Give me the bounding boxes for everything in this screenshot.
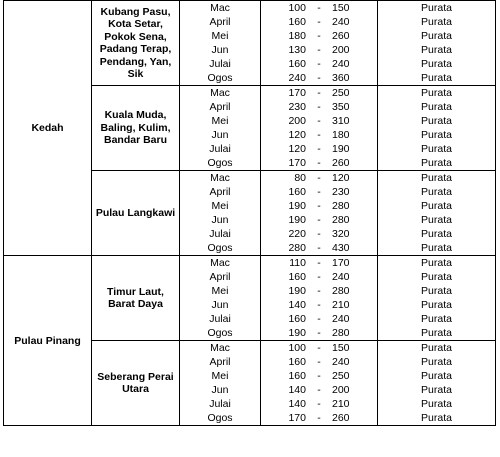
rainfall-range-cell [261, 142, 378, 156]
range-low: 160 [288, 16, 306, 28]
range-low: 80 [294, 172, 306, 184]
category-cell: Purata [378, 270, 496, 284]
rainfall-range-cell [261, 298, 378, 312]
range-low: 100 [288, 2, 306, 14]
range-separator: - [317, 327, 321, 339]
range-separator: - [317, 58, 321, 70]
range-high: 280 [332, 285, 350, 297]
month-cell: Mei [180, 114, 261, 128]
range-high: 190 [332, 143, 350, 155]
month-cell: Ogos [180, 241, 261, 256]
month-cell: Jun [180, 298, 261, 312]
rainfall-range-cell [261, 43, 378, 57]
rainfall-table [3, 0, 496, 426]
table-row [4, 256, 496, 271]
range-high: 310 [332, 115, 350, 127]
category-cell: Purata [378, 355, 496, 369]
range-high: 240 [332, 356, 350, 368]
range-low: 100 [288, 342, 306, 354]
range-low: 120 [288, 129, 306, 141]
rainfall-range-cell [261, 185, 378, 199]
range-high: 230 [332, 186, 350, 198]
range-low: 190 [288, 285, 306, 297]
rainfall-range-cell [261, 128, 378, 142]
range-high: 240 [332, 313, 350, 325]
range-high: 430 [332, 242, 350, 254]
range-low: 160 [288, 313, 306, 325]
month-cell: April [180, 270, 261, 284]
category-cell: Purata [378, 227, 496, 241]
range-low: 190 [288, 200, 306, 212]
range-low: 220 [288, 228, 306, 240]
month-cell: Jun [180, 128, 261, 142]
rainfall-range-cell [261, 355, 378, 369]
category-cell: Purata [378, 383, 496, 397]
month-cell: Ogos [180, 411, 261, 426]
range-low: 280 [288, 242, 306, 254]
range-high: 260 [332, 157, 350, 169]
range-low: 180 [288, 30, 306, 42]
month-cell: Mei [180, 284, 261, 298]
range-low: 190 [288, 327, 306, 339]
range-high: 210 [332, 299, 350, 311]
month-cell: Julai [180, 227, 261, 241]
range-high: 280 [332, 327, 350, 339]
range-separator: - [317, 143, 321, 155]
rainfall-range-cell [261, 114, 378, 128]
range-separator: - [317, 370, 321, 382]
range-high: 150 [332, 2, 350, 14]
rainfall-range-cell [261, 57, 378, 71]
range-high: 360 [332, 72, 350, 84]
category-cell: Purata [378, 100, 496, 114]
rainfall-range-cell [261, 369, 378, 383]
range-separator: - [317, 271, 321, 283]
range-separator: - [317, 101, 321, 113]
range-high: 120 [332, 172, 350, 184]
range-low: 170 [288, 157, 306, 169]
month-cell: April [180, 100, 261, 114]
range-low: 160 [288, 271, 306, 283]
category-cell: Purata [378, 284, 496, 298]
rainfall-range-cell [261, 156, 378, 171]
category-cell: Purata [378, 213, 496, 227]
range-separator: - [317, 129, 321, 141]
range-separator: - [317, 200, 321, 212]
range-high: 170 [332, 257, 350, 269]
month-cell: Jun [180, 383, 261, 397]
state-name-cell: Kedah [4, 1, 92, 256]
category-cell: Purata [378, 185, 496, 199]
category-cell: Purata [378, 298, 496, 312]
range-separator: - [317, 157, 321, 169]
range-low: 200 [288, 115, 306, 127]
rainfall-range-cell [261, 86, 378, 101]
category-cell: Purata [378, 29, 496, 43]
category-cell: Purata [378, 411, 496, 426]
category-cell: Purata [378, 43, 496, 57]
rainfall-range-cell [261, 199, 378, 213]
district-name-cell: Seberang Perai Utara [92, 341, 180, 426]
range-high: 260 [332, 412, 350, 424]
range-low: 140 [288, 384, 306, 396]
state-name-cell: Pulau Pinang [4, 256, 92, 426]
category-cell: Purata [378, 57, 496, 71]
range-separator: - [317, 257, 321, 269]
range-separator: - [317, 342, 321, 354]
month-cell: Ogos [180, 71, 261, 86]
range-separator: - [317, 115, 321, 127]
month-cell: Mac [180, 1, 261, 16]
rainfall-range-cell [261, 383, 378, 397]
range-high: 250 [332, 370, 350, 382]
range-separator: - [317, 356, 321, 368]
rainfall-range-cell [261, 397, 378, 411]
district-name-cell: Pulau Langkawi [92, 171, 180, 256]
category-cell: Purata [378, 171, 496, 186]
rainfall-range-cell [261, 256, 378, 271]
range-separator: - [317, 2, 321, 14]
rainfall-range-cell [261, 15, 378, 29]
range-low: 230 [288, 101, 306, 113]
range-high: 350 [332, 101, 350, 113]
rainfall-range-cell [261, 312, 378, 326]
range-low: 130 [288, 44, 306, 56]
category-cell: Purata [378, 199, 496, 213]
month-cell: Julai [180, 57, 261, 71]
month-cell: Mac [180, 256, 261, 271]
rainfall-range-cell [261, 411, 378, 426]
range-high: 250 [332, 87, 350, 99]
range-separator: - [317, 412, 321, 424]
category-cell: Purata [378, 114, 496, 128]
rainfall-range-cell [261, 1, 378, 16]
range-separator: - [317, 30, 321, 42]
range-separator: - [317, 186, 321, 198]
month-cell: April [180, 355, 261, 369]
category-cell: Purata [378, 369, 496, 383]
month-cell: Julai [180, 142, 261, 156]
range-low: 120 [288, 143, 306, 155]
month-cell: Mac [180, 341, 261, 356]
range-high: 280 [332, 214, 350, 226]
range-high: 260 [332, 30, 350, 42]
month-cell: Jun [180, 43, 261, 57]
rainfall-range-cell [261, 326, 378, 341]
district-name-cell: Kubang Pasu, Kota Setar, Pokok Sena, Padang Terap, Pendang, Yan, Sik [92, 1, 180, 86]
range-low: 160 [288, 356, 306, 368]
range-low: 190 [288, 214, 306, 226]
range-separator: - [317, 398, 321, 410]
range-separator: - [317, 72, 321, 84]
rainfall-range-cell [261, 270, 378, 284]
category-cell: Purata [378, 341, 496, 356]
range-low: 160 [288, 370, 306, 382]
range-separator: - [317, 87, 321, 99]
month-cell: Mei [180, 199, 261, 213]
month-cell: Ogos [180, 326, 261, 341]
rainfall-table-body [4, 0, 496, 426]
rainfall-range-cell [261, 241, 378, 256]
range-low: 160 [288, 58, 306, 70]
category-cell: Purata [378, 312, 496, 326]
range-low: 170 [288, 412, 306, 424]
rainfall-range-cell [261, 213, 378, 227]
range-separator: - [317, 384, 321, 396]
month-cell: Ogos [180, 156, 261, 171]
category-cell: Purata [378, 326, 496, 341]
range-separator: - [317, 242, 321, 254]
category-cell: Purata [378, 397, 496, 411]
range-separator: - [317, 228, 321, 240]
rainfall-range-cell [261, 71, 378, 86]
range-low: 240 [288, 72, 306, 84]
rainfall-range-cell [261, 341, 378, 356]
category-cell: Purata [378, 86, 496, 101]
range-low: 160 [288, 186, 306, 198]
district-name-cell: Timur Laut, Barat Daya [92, 256, 180, 341]
rainfall-range-cell [261, 100, 378, 114]
range-high: 180 [332, 129, 350, 141]
range-low: 110 [289, 257, 306, 269]
month-cell: Jun [180, 213, 261, 227]
category-cell: Purata [378, 71, 496, 86]
category-cell: Purata [378, 256, 496, 271]
rainfall-range-cell [261, 227, 378, 241]
table-row [4, 1, 496, 16]
range-high: 320 [332, 228, 350, 240]
range-high: 150 [332, 342, 350, 354]
month-cell: Mei [180, 369, 261, 383]
month-cell: Julai [180, 312, 261, 326]
category-cell: Purata [378, 15, 496, 29]
range-separator: - [317, 285, 321, 297]
range-separator: - [317, 172, 321, 184]
range-high: 210 [332, 398, 350, 410]
range-low: 140 [288, 398, 306, 410]
range-separator: - [317, 313, 321, 325]
month-cell: Mac [180, 86, 261, 101]
rainfall-range-cell [261, 171, 378, 186]
district-name-cell: Kuala Muda, Baling, Kulim, Bandar Baru [92, 86, 180, 171]
range-high: 200 [332, 384, 350, 396]
month-cell: Mei [180, 29, 261, 43]
category-cell: Purata [378, 156, 496, 171]
rainfall-range-cell [261, 284, 378, 298]
category-cell: Purata [378, 1, 496, 16]
month-cell: April [180, 185, 261, 199]
month-cell: Mac [180, 171, 261, 186]
month-cell: Julai [180, 397, 261, 411]
category-cell: Purata [378, 241, 496, 256]
category-cell: Purata [378, 142, 496, 156]
range-high: 240 [332, 271, 350, 283]
range-separator: - [317, 16, 321, 28]
range-high: 240 [332, 16, 350, 28]
rainfall-range-cell [261, 29, 378, 43]
range-high: 200 [332, 44, 350, 56]
category-cell: Purata [378, 128, 496, 142]
range-separator: - [317, 299, 321, 311]
range-separator: - [317, 214, 321, 226]
range-low: 170 [288, 87, 306, 99]
range-high: 240 [332, 58, 350, 70]
range-low: 140 [288, 299, 306, 311]
month-cell: April [180, 15, 261, 29]
range-high: 280 [332, 200, 350, 212]
range-separator: - [317, 44, 321, 56]
